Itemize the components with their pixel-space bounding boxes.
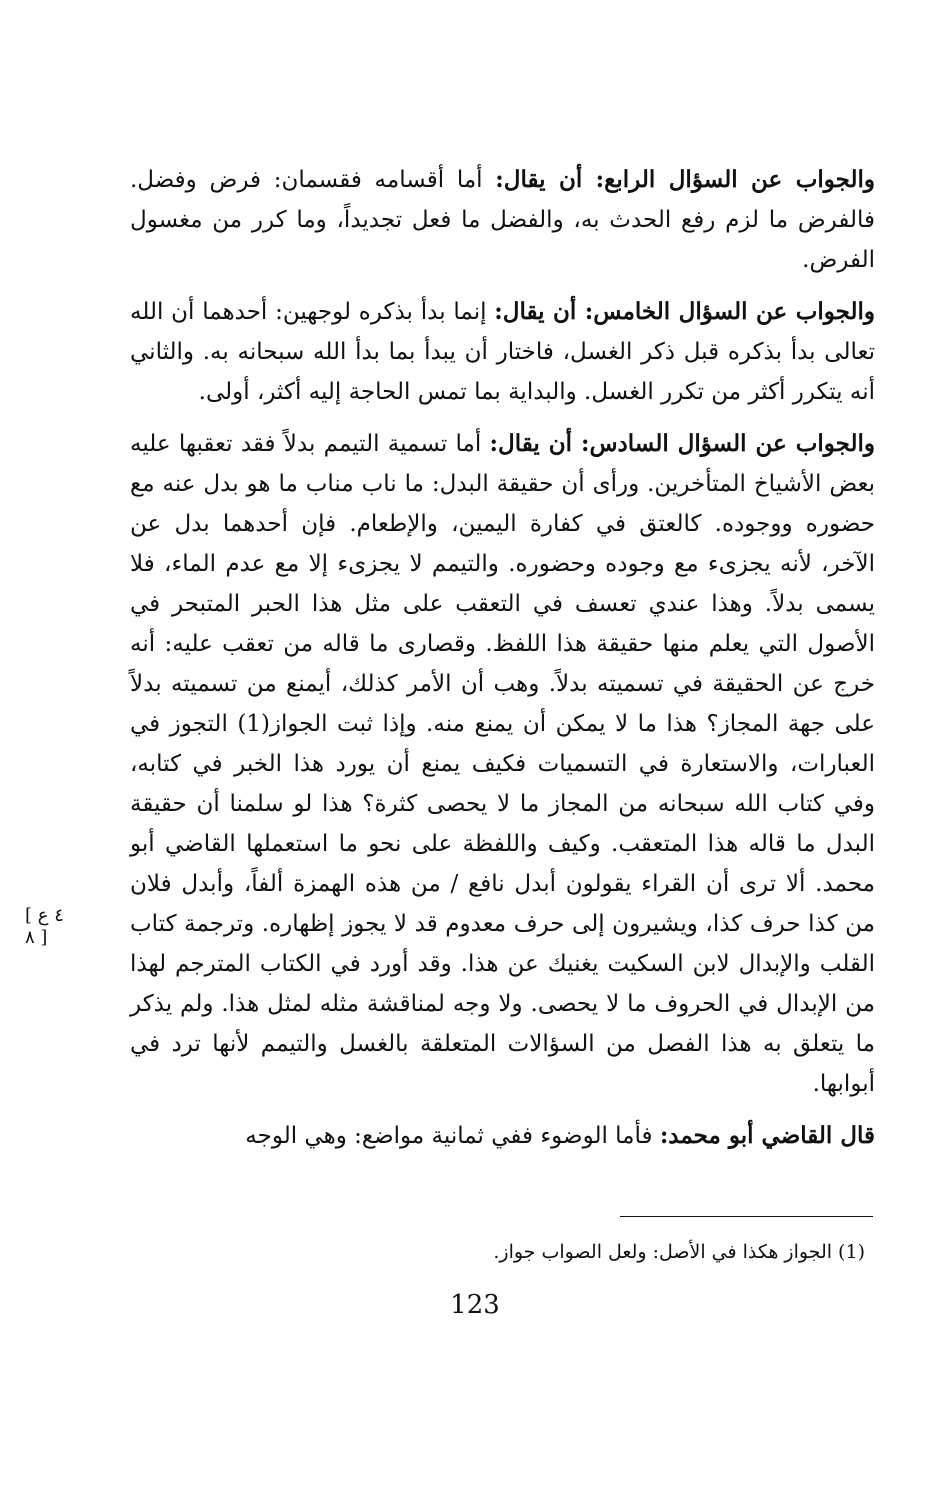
paragraph-text: إنما بدأ بذكره لوجهين: أحدهما أن الله تعالى بدأ بذكره قبل ذكر الغسل، فاختار أن يبدأ بما بدأ الله سبحانه به. والثاني أنه يتكرر أكثر من تكرر الغسل. والبداية بما تمس الحاجة إليه أكثر، أولى. — [130, 299, 875, 405]
paragraph-2 — [130, 292, 875, 412]
folio-marker-line-2: ٨ ] — [25, 927, 48, 948]
paragraph-4 — [130, 1116, 875, 1156]
paragraph-text: أما تسمية التيمم بدلاً فقد تعقبها عليه بعض الأشياخ المتأخرين. ورأى أن حقيقة البدل: ما ناب مناب ما هو بدل عنه مع حضوره ووجوده. كالعتق في كفارة اليمين، والإطعام. فإن أحدهما بدل عن الآخر، لأنه يجزىء مع وجوده وحضوره. والتيمم لا يجزىء إلا مع عدم الماء، فلا يسمى بدلاً. وهذا عندي تعسف في التعقب على مثل هذا الحبر المتبحر في الأصول التي يعلم منها حقيقة هذا اللفظ. وقصارى ما قاله من تعقب عليه: أنه خرج عن الحقيقة في تسميته بدلاً. وهب أن الأمر كذلك، أيمنع من تسميته بدلاً على جهة المجاز؟ هذا ما لا يمكن أن يمنع منه. وإذا ثبت الجواز(1) التجوز في العبارات، والاستعارة في التسميات فكيف يمنع أن يورد هذا الخبر في كتابه، وفي كتاب الله سبحانه من المجاز ما لا يحصى كثرة؟ هذا لو سلمنا أن حقيقة البدل ما قاله هذا المتعقب. وكيف واللفظة على نحو ما استعملها القاضي أبو محمد. ألا ترى أن القراء يقولون أبدل نافع / من هذه الهمزة ألفاً، وأبدل فلان من كذا حرف كذا، ويشيرون إلى حرف معدوم قد لا يجوز إظهاره. وترجمة كتاب القلب والإبدال لابن السكيت يغنيك عن هذا. وقد أورد في الكتاب المترجم لهذا من الإبدال في الحروف ما لا يحصى. ولا وجه لمناقشة مثله لمثل هذا. ولم يذكر ما يتعلق به هذا الفصل من السؤالات المتعلقة بالغسل والتيمم لأنها ترد في أبوابها. — [130, 431, 875, 1097]
paragraph-text: فأما الوضوء ففي ثمانية مواضع: وهي الوجه — [245, 1123, 660, 1149]
paragraph-lead: والجواب عن السؤال السادس: أن يقال: — [489, 430, 875, 457]
footnote: (1) الجواز هكذا في الأصل: ولعل الصواب جواز. — [493, 1241, 865, 1263]
folio-marker-line-1: [ ٤ ع — [25, 905, 64, 926]
paragraph-lead: والجواب عن السؤال الرابع: أن يقال: — [495, 166, 875, 193]
manuscript-folio-marker — [25, 905, 85, 949]
paragraph-lead: قال القاضي أبو محمد: — [659, 1122, 875, 1149]
paragraph-1 — [130, 160, 875, 280]
footnote-divider — [620, 1216, 873, 1217]
page-number: 123 — [450, 1290, 500, 1320]
page-body — [130, 160, 875, 1168]
paragraph-text: أما أقسامه فقسمان: فرض وفضل. فالفرض ما لزم رفع الحدث به، والفضل ما فعل تجديداً، وما كرر من مغسول الفرض. — [130, 167, 875, 273]
paragraph-3 — [130, 424, 875, 1104]
paragraph-lead: والجواب عن السؤال الخامس: أن يقال: — [494, 298, 875, 325]
